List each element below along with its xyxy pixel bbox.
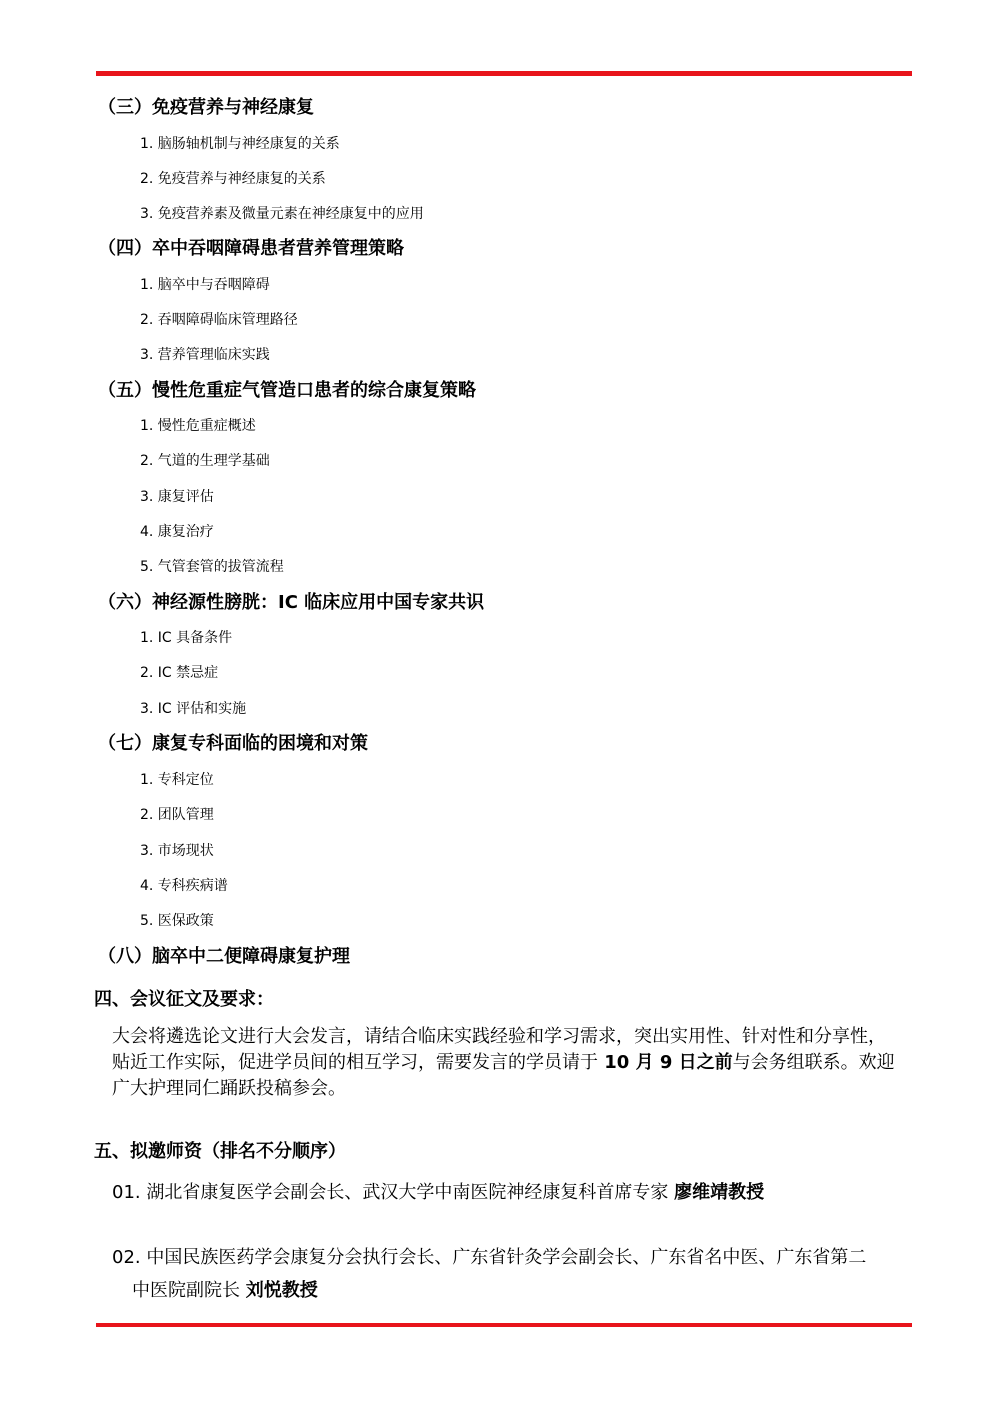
- essay-line-2: [112, 1050, 927, 1076]
- list-item: 3. 营养管理临床实践: [140, 347, 270, 363]
- list-item: 4. 专科疾病谱: [140, 878, 228, 894]
- list-item: 5. 气管套管的拔管流程: [140, 559, 284, 575]
- section-heading-4: （四）卒中吞咽障碍患者营养管理策略: [98, 238, 404, 259]
- list-item: 1. 慢性危重症概述: [140, 418, 256, 434]
- list-item: 1. 专科定位: [140, 772, 214, 788]
- list-item: 3. 康复评估: [140, 489, 214, 505]
- teacher-2-line-2: [132, 1278, 318, 1304]
- section-heading-7: （七）康复专科面临的困境和对策: [98, 733, 368, 754]
- list-item: 4. 康复治疗: [140, 524, 214, 540]
- essay-line-1: 大会将遴选论文进行大会发言，请结合临床实践经验和学习需求，突出实用性、针对性和分享性，: [112, 1026, 886, 1047]
- essay-paragraph: [112, 1024, 927, 1102]
- list-item: 2. 免疫营养与神经康复的关系: [140, 171, 326, 187]
- teacher-2-desc: 中医院副院长: [132, 1280, 246, 1301]
- section-heading-5: （五）慢性危重症气管造口患者的综合康复策略: [98, 380, 476, 401]
- list-item: 2. 团队管理: [140, 807, 214, 823]
- list-item: 2. 气道的生理学基础: [140, 453, 270, 469]
- list-item: 1. 脑肠轴机制与神经康复的关系: [140, 136, 340, 152]
- teacher-1-name: 廖维靖教授: [674, 1182, 765, 1203]
- teacher-1: [112, 1180, 764, 1206]
- list-item: 3. 市场现状: [140, 843, 214, 859]
- teacher-2-line-1: 02. 中国民族医药学会康复分会执行会长、广东省针灸学会副会长、广东省名中医、广东省第二: [112, 1247, 867, 1268]
- section-heading-8: （八）脑卒中二便障碍康复护理: [98, 946, 350, 967]
- essay-line-2a: 贴近工作实际，促进学员间的相互学习，需要发言的学员请于: [112, 1052, 598, 1073]
- list-item: 2. 吞咽障碍临床管理路径: [140, 312, 298, 328]
- list-item: 2. IC 禁忌症: [140, 665, 219, 681]
- teacher-1-desc: 01. 湖北省康复医学会副会长、武汉大学中南医院神经康复科首席专家: [112, 1182, 675, 1203]
- list-item: 1. IC 具备条件: [140, 630, 233, 646]
- essay-deadline: 10 月 9 日之前: [598, 1052, 733, 1073]
- teacher-2-name: 刘悦教授: [245, 1280, 318, 1301]
- section-heading-6: （六）神经源性膀胱：IC 临床应用中国专家共识: [98, 592, 485, 613]
- essay-line-3: 广大护理同仁踊跃投稿参会。: [112, 1078, 346, 1099]
- bottom-red-rule: [96, 1323, 912, 1327]
- essay-heading: 四、会议征文及要求：: [94, 989, 274, 1010]
- list-item: 3. IC 评估和实施: [140, 701, 247, 717]
- section-heading-3: （三）免疫营养与神经康复: [98, 97, 314, 118]
- list-item: 3. 免疫营养素及微量元素在神经康复中的应用: [140, 206, 424, 222]
- faculty-heading: 五、拟邀师资（排名不分顺序）: [94, 1141, 346, 1162]
- list-item: 5. 医保政策: [140, 913, 214, 929]
- essay-line-2c: 与会务组联系。欢迎: [732, 1052, 895, 1073]
- top-red-rule: [96, 71, 912, 76]
- list-item: 1. 脑卒中与吞咽障碍: [140, 277, 270, 293]
